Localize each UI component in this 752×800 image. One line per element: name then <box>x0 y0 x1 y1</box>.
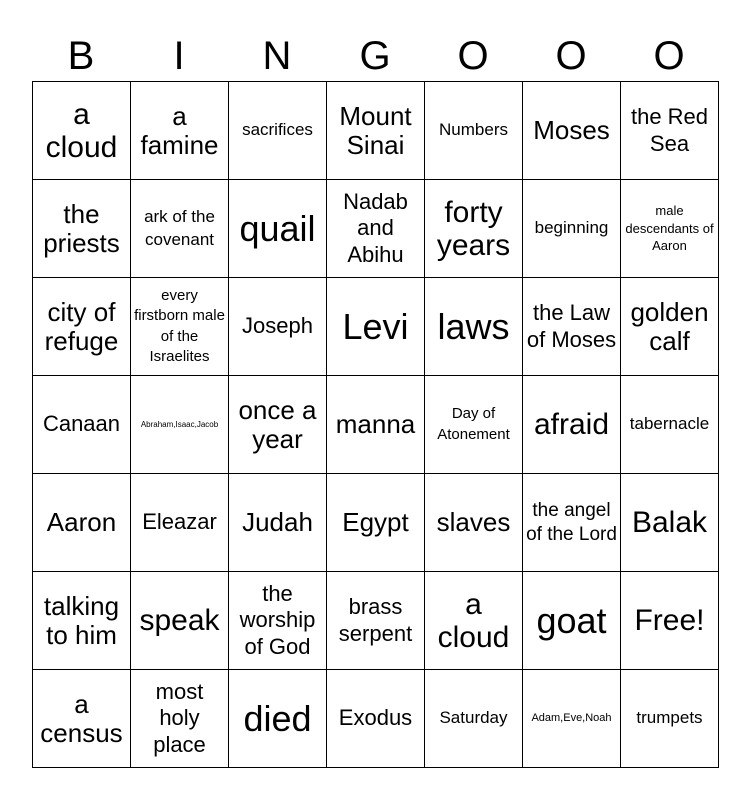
bingo-cell[interactable] <box>621 572 719 670</box>
cell-text: sacrifices <box>242 120 313 140</box>
bingo-cell[interactable] <box>523 572 621 670</box>
cell-text: Nadab and Abihu <box>343 188 408 267</box>
cell-text: Abraham,Isaac,Jacob <box>140 419 219 429</box>
header-letter: B <box>67 34 95 78</box>
cell-text: trumpets <box>636 708 703 728</box>
bingo-cell[interactable] <box>425 376 523 474</box>
cell-text: Adam,Eve,Noah <box>531 712 612 725</box>
bingo-cell[interactable] <box>229 376 327 474</box>
bingo-cell[interactable] <box>327 278 425 376</box>
cell-text: most holy place <box>153 678 206 757</box>
cell-text: brass serpent <box>338 594 413 646</box>
cell-text: the priests <box>43 198 120 258</box>
bingo-cell[interactable] <box>523 82 621 180</box>
bingo-cell[interactable] <box>425 670 523 768</box>
cell-text: Balak <box>631 506 708 539</box>
bingo-cell[interactable] <box>229 82 327 180</box>
cell-text: beginning <box>534 218 609 238</box>
cell-text: goat <box>536 599 607 641</box>
bingo-cell[interactable] <box>425 474 523 572</box>
bingo-cell[interactable] <box>327 670 425 768</box>
cell-text: once a year <box>238 394 317 454</box>
bingo-cell[interactable] <box>131 82 229 180</box>
cell-text: every firstborn male of the Israelites <box>134 287 225 365</box>
bingo-header <box>32 30 718 82</box>
cell-text: Levi <box>342 305 409 347</box>
cell-text: Canaan <box>42 411 121 437</box>
header-letter: G <box>359 34 391 78</box>
cell-text: tabernacle <box>629 414 710 434</box>
header-letter: O <box>653 34 685 78</box>
cell-text: a census <box>40 688 123 748</box>
bingo-cell[interactable] <box>33 278 131 376</box>
cell-text: the Red Sea <box>630 104 709 156</box>
header-letter: O <box>555 34 587 78</box>
bingo-cell[interactable] <box>131 278 229 376</box>
bingo-cell[interactable] <box>33 180 131 278</box>
bingo-cell[interactable] <box>523 376 621 474</box>
cell-text: Joseph <box>242 313 313 339</box>
bingo-cell[interactable] <box>33 572 131 670</box>
bingo-cell[interactable] <box>229 278 327 376</box>
bingo-cell[interactable] <box>229 474 327 572</box>
bingo-cell[interactable] <box>131 376 229 474</box>
header-letter: O <box>457 34 489 78</box>
bingo-board <box>32 81 719 768</box>
cell-text: talking to him <box>43 590 120 650</box>
cell-text: city of refuge <box>44 296 119 356</box>
cell-text: Eleazar <box>142 509 217 535</box>
cell-text: speak <box>139 604 220 637</box>
bingo-cell[interactable] <box>33 82 131 180</box>
bingo-cell[interactable] <box>621 670 719 768</box>
cell-text: slaves <box>436 507 511 538</box>
cell-text: a cloud <box>437 587 510 654</box>
cell-text: Egypt <box>342 507 409 538</box>
bingo-cell[interactable] <box>425 180 523 278</box>
cell-text: golden calf <box>630 296 709 356</box>
cell-text: Numbers <box>439 120 508 140</box>
bingo-cell[interactable] <box>523 474 621 572</box>
bingo-cell[interactable] <box>33 376 131 474</box>
bingo-cell[interactable] <box>327 180 425 278</box>
bingo-cell[interactable] <box>621 376 719 474</box>
cell-text: ark of the covenant <box>144 207 215 249</box>
bingo-cell[interactable] <box>229 572 327 670</box>
cell-text: the worship of God <box>239 580 316 659</box>
bingo-cell[interactable] <box>131 572 229 670</box>
bingo-cell[interactable] <box>621 278 719 376</box>
cell-text: Judah <box>242 507 313 538</box>
header-letter: N <box>262 34 292 78</box>
cell-text: a cloud <box>45 97 118 164</box>
bingo-cell[interactable] <box>131 474 229 572</box>
cell-text: forty years <box>436 195 511 262</box>
cell-text: afraid <box>533 408 610 441</box>
bingo-cell[interactable] <box>425 572 523 670</box>
cell-text: Saturday <box>439 708 508 728</box>
bingo-cell[interactable] <box>327 82 425 180</box>
bingo-cell[interactable] <box>327 474 425 572</box>
cell-text: Exodus <box>338 705 413 731</box>
bingo-cell[interactable] <box>425 82 523 180</box>
cell-text: Aaron <box>46 507 117 538</box>
cell-text: male descendants of Aaron <box>625 203 714 254</box>
bingo-cell[interactable] <box>425 278 523 376</box>
cell-text: died <box>243 697 312 739</box>
bingo-cell[interactable] <box>229 180 327 278</box>
cell-text: the angel of the Lord <box>526 499 617 545</box>
bingo-cell[interactable] <box>621 180 719 278</box>
cell-text: quail <box>239 207 316 249</box>
cell-text: Free! <box>634 604 705 637</box>
bingo-cell[interactable] <box>621 82 719 180</box>
bingo-cell[interactable] <box>131 180 229 278</box>
cell-text: manna <box>335 409 416 440</box>
bingo-cell[interactable] <box>327 376 425 474</box>
bingo-cell[interactable] <box>33 670 131 768</box>
bingo-cell[interactable] <box>523 180 621 278</box>
bingo-cell[interactable] <box>621 474 719 572</box>
cell-text: Mount Sinai <box>339 100 412 160</box>
cell-text: a famine <box>140 100 219 160</box>
bingo-cell[interactable] <box>33 474 131 572</box>
bingo-cell[interactable] <box>523 278 621 376</box>
bingo-cell[interactable] <box>327 572 425 670</box>
bingo-cell[interactable] <box>131 670 229 768</box>
cell-text: laws <box>437 305 510 347</box>
cell-text: the Law of Moses <box>526 300 617 352</box>
cell-text: Moses <box>533 115 610 146</box>
header-letter: I <box>173 34 185 78</box>
cell-text: Day of Atonement <box>437 405 510 443</box>
bingo-cell[interactable] <box>229 670 327 768</box>
bingo-cell[interactable] <box>523 670 621 768</box>
